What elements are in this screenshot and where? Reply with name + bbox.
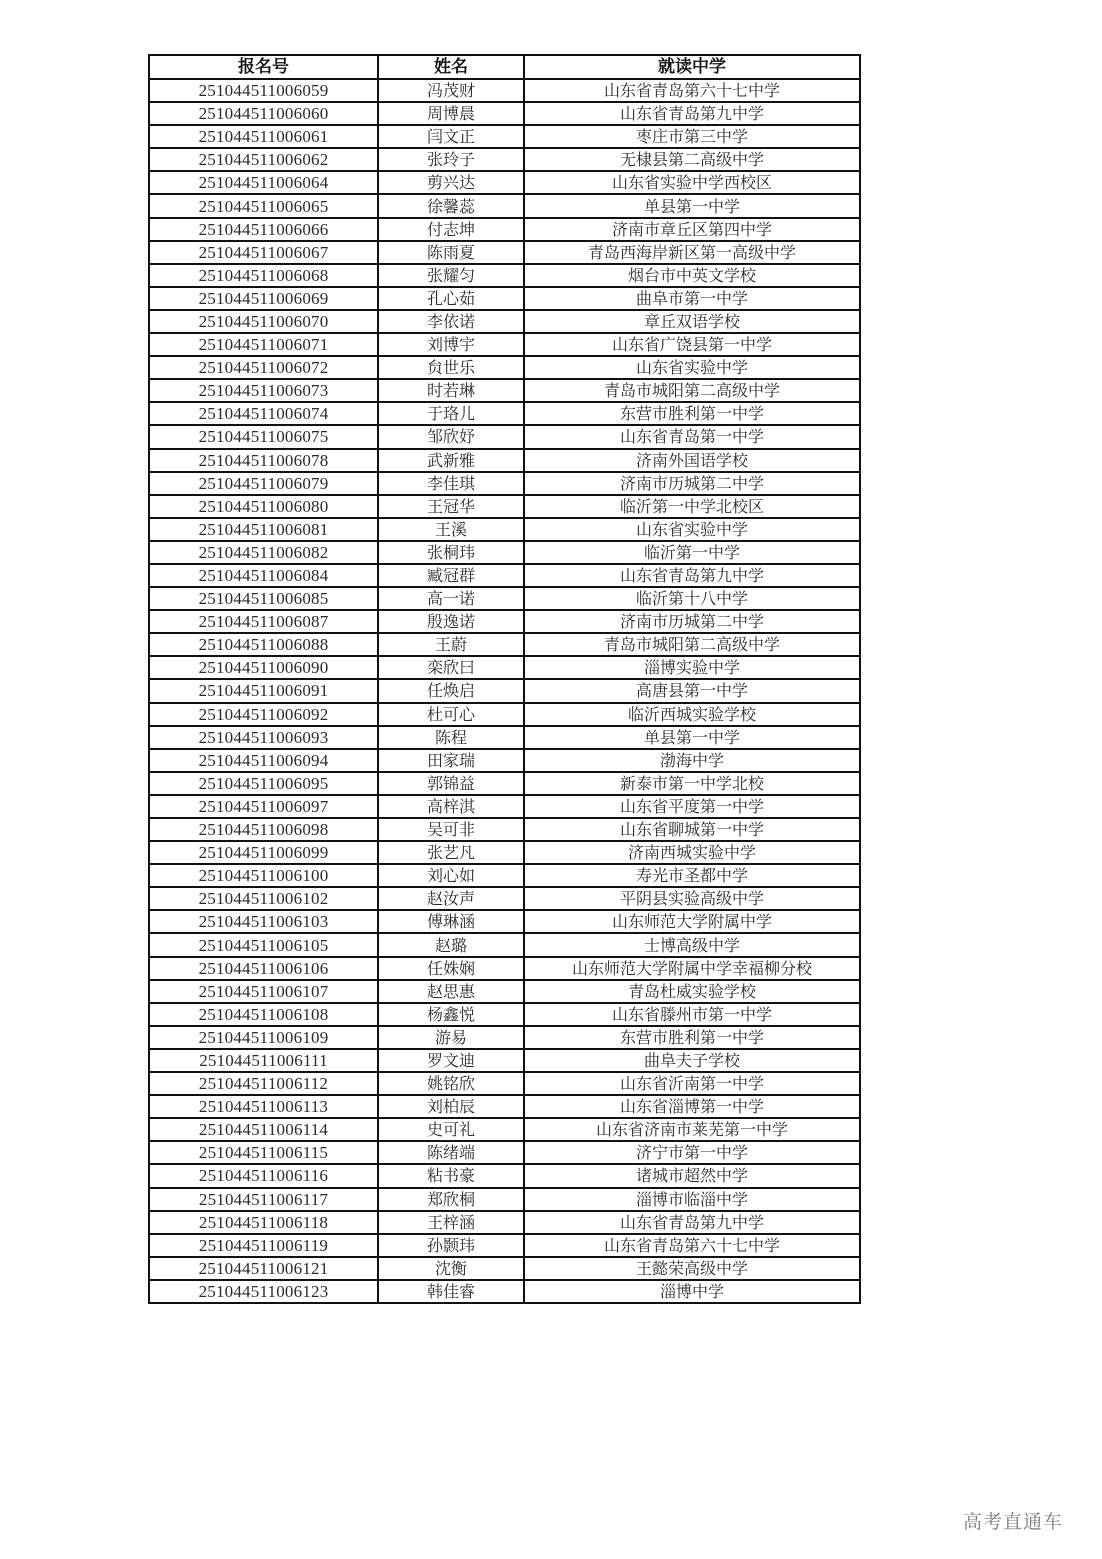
registration-id-cell: 251044511006099 xyxy=(149,841,378,864)
registration-id-cell: 251044511006106 xyxy=(149,957,378,980)
school-cell: 诸城市超然中学 xyxy=(524,1164,860,1187)
school-cell: 济南西城实验中学 xyxy=(524,841,860,864)
school-cell: 临沂西城实验学校 xyxy=(524,703,860,726)
table-row xyxy=(149,218,860,241)
registration-id-cell: 251044511006081 xyxy=(149,518,378,541)
school-cell: 烟台市中英文学校 xyxy=(524,264,860,287)
student-name-cell: 刘博宇 xyxy=(378,333,524,356)
registration-id-cell: 251044511006078 xyxy=(149,449,378,472)
student-name-cell: 孔心茹 xyxy=(378,287,524,310)
registration-id-cell: 251044511006112 xyxy=(149,1072,378,1095)
table-row xyxy=(149,980,860,1003)
school-cell: 曲阜市第一中学 xyxy=(524,287,860,310)
registration-id-cell: 251044511006121 xyxy=(149,1257,378,1280)
student-name-cell: 闫文正 xyxy=(378,125,524,148)
student-name-cell: 刘心如 xyxy=(378,864,524,887)
student-name-cell: 王溪 xyxy=(378,518,524,541)
school-cell: 渤海中学 xyxy=(524,749,860,772)
table-row xyxy=(149,379,860,402)
table-row xyxy=(149,425,860,448)
student-name-cell: 傅琳涵 xyxy=(378,910,524,933)
school-cell: 平阴县实验高级中学 xyxy=(524,887,860,910)
student-name-cell: 刘柏辰 xyxy=(378,1095,524,1118)
school-cell: 山东省济南市莱芜第一中学 xyxy=(524,1118,860,1141)
school-cell: 士博高级中学 xyxy=(524,933,860,956)
student-name-cell: 王冠华 xyxy=(378,495,524,518)
school-cell: 山东省聊城第一中学 xyxy=(524,818,860,841)
registration-id-cell: 251044511006074 xyxy=(149,402,378,425)
school-cell: 济南市历城第二中学 xyxy=(524,610,860,633)
registration-id-cell: 251044511006085 xyxy=(149,587,378,610)
student-name-cell: 李佳琪 xyxy=(378,472,524,495)
registration-id-cell: 251044511006071 xyxy=(149,333,378,356)
student-name-cell: 张桐玮 xyxy=(378,541,524,564)
school-cell: 山东省平度第一中学 xyxy=(524,795,860,818)
table-row xyxy=(149,264,860,287)
table-row xyxy=(149,449,860,472)
table-row xyxy=(149,957,860,980)
table-row xyxy=(149,910,860,933)
student-name-cell: 任焕启 xyxy=(378,679,524,702)
student-name-cell: 游易 xyxy=(378,1026,524,1049)
registration-id-cell: 251044511006073 xyxy=(149,379,378,402)
school-cell: 山东省青岛第九中学 xyxy=(524,102,860,125)
school-cell: 曲阜夫子学校 xyxy=(524,1049,860,1072)
student-name-cell: 徐馨蕊 xyxy=(378,194,524,217)
school-cell: 山东省青岛第九中学 xyxy=(524,564,860,587)
registration-id-cell: 251044511006111 xyxy=(149,1049,378,1072)
student-name-cell: 赵汝声 xyxy=(378,887,524,910)
roster-body xyxy=(149,79,860,1303)
school-cell: 山东省青岛第六十七中学 xyxy=(524,79,860,102)
registration-id-cell: 251044511006100 xyxy=(149,864,378,887)
school-cell: 青岛杜威实验学校 xyxy=(524,980,860,1003)
table-row xyxy=(149,310,860,333)
school-cell: 临沂第十八中学 xyxy=(524,587,860,610)
student-name-cell: 赵璐 xyxy=(378,933,524,956)
table-row xyxy=(149,79,860,102)
table-row xyxy=(149,587,860,610)
student-name-cell: 于珞儿 xyxy=(378,402,524,425)
student-name-cell: 贠世乐 xyxy=(378,356,524,379)
column-header-name: 姓名 xyxy=(378,55,524,79)
student-name-cell: 陈雨夏 xyxy=(378,241,524,264)
table-row xyxy=(149,633,860,656)
school-cell: 济南外国语学校 xyxy=(524,449,860,472)
table-row xyxy=(149,564,860,587)
student-name-cell: 赵思惠 xyxy=(378,980,524,1003)
student-name-cell: 邹欣妤 xyxy=(378,425,524,448)
registration-id-cell: 251044511006070 xyxy=(149,310,378,333)
registration-id-cell: 251044511006090 xyxy=(149,656,378,679)
school-cell: 山东省实验中学西校区 xyxy=(524,171,860,194)
roster-sheet xyxy=(148,54,859,1304)
table-row xyxy=(149,1049,860,1072)
student-name-cell: 冯茂财 xyxy=(378,79,524,102)
school-cell: 寿光市圣都中学 xyxy=(524,864,860,887)
school-cell: 山东师范大学附属中学 xyxy=(524,910,860,933)
registration-id-cell: 251044511006075 xyxy=(149,425,378,448)
table-row xyxy=(149,194,860,217)
student-name-cell: 郭锦益 xyxy=(378,772,524,795)
student-name-cell: 田家瑞 xyxy=(378,749,524,772)
registration-id-cell: 251044511006084 xyxy=(149,564,378,587)
table-row xyxy=(149,933,860,956)
table-row xyxy=(149,887,860,910)
registration-id-cell: 251044511006082 xyxy=(149,541,378,564)
registration-id-cell: 251044511006066 xyxy=(149,218,378,241)
registration-id-cell: 251044511006103 xyxy=(149,910,378,933)
table-row xyxy=(149,1280,860,1303)
registration-id-cell: 251044511006095 xyxy=(149,772,378,795)
registration-id-cell: 251044511006093 xyxy=(149,726,378,749)
registration-id-cell: 251044511006123 xyxy=(149,1280,378,1303)
student-name-cell: 杨鑫悦 xyxy=(378,1003,524,1026)
student-name-cell: 任姝娴 xyxy=(378,957,524,980)
table-row xyxy=(149,356,860,379)
table-row xyxy=(149,772,860,795)
school-cell: 枣庄市第三中学 xyxy=(524,125,860,148)
student-name-cell: 周博晨 xyxy=(378,102,524,125)
registration-id-cell: 251044511006087 xyxy=(149,610,378,633)
student-name-cell: 韩佳睿 xyxy=(378,1280,524,1303)
student-roster-table xyxy=(148,54,861,1304)
school-cell: 淄博中学 xyxy=(524,1280,860,1303)
registration-id-cell: 251044511006117 xyxy=(149,1188,378,1211)
school-cell: 单县第一中学 xyxy=(524,726,860,749)
school-cell: 东营市胜利第一中学 xyxy=(524,1026,860,1049)
school-cell: 临沂第一中学 xyxy=(524,541,860,564)
registration-id-cell: 251044511006118 xyxy=(149,1211,378,1234)
registration-id-cell: 251044511006062 xyxy=(149,148,378,171)
student-name-cell: 陈绪端 xyxy=(378,1141,524,1164)
school-cell: 济宁市第一中学 xyxy=(524,1141,860,1164)
registration-id-cell: 251044511006114 xyxy=(149,1118,378,1141)
student-name-cell: 史可礼 xyxy=(378,1118,524,1141)
registration-id-cell: 251044511006116 xyxy=(149,1164,378,1187)
table-row xyxy=(149,841,860,864)
registration-id-cell: 251044511006060 xyxy=(149,102,378,125)
table-row xyxy=(149,1026,860,1049)
student-name-cell: 王梓涵 xyxy=(378,1211,524,1234)
table-row xyxy=(149,102,860,125)
registration-id-cell: 251044511006094 xyxy=(149,749,378,772)
table-row xyxy=(149,518,860,541)
table-row xyxy=(149,287,860,310)
registration-id-cell: 251044511006059 xyxy=(149,79,378,102)
column-header-school: 就读中学 xyxy=(524,55,860,79)
table-row xyxy=(149,495,860,518)
table-row xyxy=(149,1072,860,1095)
student-name-cell: 陈程 xyxy=(378,726,524,749)
student-name-cell: 姚铭欣 xyxy=(378,1072,524,1095)
student-name-cell: 栾欣曰 xyxy=(378,656,524,679)
school-cell: 山东省青岛第六十七中学 xyxy=(524,1234,860,1257)
registration-id-cell: 251044511006105 xyxy=(149,933,378,956)
school-cell: 单县第一中学 xyxy=(524,194,860,217)
table-row xyxy=(149,1003,860,1026)
student-name-cell: 张玲子 xyxy=(378,148,524,171)
student-name-cell: 王蔚 xyxy=(378,633,524,656)
student-name-cell: 吴可非 xyxy=(378,818,524,841)
school-cell: 山东省实验中学 xyxy=(524,356,860,379)
school-cell: 济南市章丘区第四中学 xyxy=(524,218,860,241)
table-row xyxy=(149,125,860,148)
registration-id-cell: 251044511006069 xyxy=(149,287,378,310)
table-row xyxy=(149,1141,860,1164)
table-row xyxy=(149,148,860,171)
table-row xyxy=(149,1118,860,1141)
registration-id-cell: 251044511006115 xyxy=(149,1141,378,1164)
registration-id-cell: 251044511006102 xyxy=(149,887,378,910)
table-row xyxy=(149,1257,860,1280)
table-row xyxy=(149,1211,860,1234)
registration-id-cell: 251044511006107 xyxy=(149,980,378,1003)
registration-id-cell: 251044511006097 xyxy=(149,795,378,818)
table-row xyxy=(149,241,860,264)
table-row xyxy=(149,1095,860,1118)
student-name-cell: 时若琳 xyxy=(378,379,524,402)
school-cell: 高唐县第一中学 xyxy=(524,679,860,702)
table-row xyxy=(149,171,860,194)
school-cell: 山东省广饶县第一中学 xyxy=(524,333,860,356)
student-name-cell: 高一诺 xyxy=(378,587,524,610)
student-name-cell: 张艺凡 xyxy=(378,841,524,864)
registration-id-cell: 251044511006119 xyxy=(149,1234,378,1257)
school-cell: 章丘双语学校 xyxy=(524,310,860,333)
registration-id-cell: 251044511006072 xyxy=(149,356,378,379)
student-name-cell: 粘书豪 xyxy=(378,1164,524,1187)
school-cell: 王懿荣高级中学 xyxy=(524,1257,860,1280)
table-row xyxy=(149,1234,860,1257)
student-name-cell: 李依诺 xyxy=(378,310,524,333)
student-name-cell: 孙颢玮 xyxy=(378,1234,524,1257)
watermark-label: 高考直通车 xyxy=(963,1511,1064,1533)
student-name-cell: 杜可心 xyxy=(378,703,524,726)
student-name-cell: 臧冠群 xyxy=(378,564,524,587)
school-cell: 山东省沂南第一中学 xyxy=(524,1072,860,1095)
school-cell: 青岛市城阳第二高级中学 xyxy=(524,379,860,402)
student-name-cell: 沈衡 xyxy=(378,1257,524,1280)
table-row xyxy=(149,402,860,425)
school-cell: 青岛西海岸新区第一高级中学 xyxy=(524,241,860,264)
registration-id-cell: 251044511006088 xyxy=(149,633,378,656)
student-name-cell: 付志坤 xyxy=(378,218,524,241)
student-name-cell: 殷逸诺 xyxy=(378,610,524,633)
table-row xyxy=(149,472,860,495)
table-row xyxy=(149,656,860,679)
registration-id-cell: 251044511006080 xyxy=(149,495,378,518)
school-cell: 东营市胜利第一中学 xyxy=(524,402,860,425)
school-cell: 济南市历城第二中学 xyxy=(524,472,860,495)
column-header-registration-id: 报名号 xyxy=(149,55,378,79)
student-name-cell: 罗文迪 xyxy=(378,1049,524,1072)
table-row xyxy=(149,1188,860,1211)
school-cell: 无棣县第二高级中学 xyxy=(524,148,860,171)
school-cell: 淄博实验中学 xyxy=(524,656,860,679)
school-cell: 山东省实验中学 xyxy=(524,518,860,541)
school-cell: 山东省青岛第一中学 xyxy=(524,425,860,448)
registration-id-cell: 251044511006098 xyxy=(149,818,378,841)
table-row xyxy=(149,795,860,818)
school-cell: 新泰市第一中学北校 xyxy=(524,772,860,795)
registration-id-cell: 251044511006068 xyxy=(149,264,378,287)
table-row xyxy=(149,610,860,633)
registration-id-cell: 251044511006065 xyxy=(149,194,378,217)
registration-id-cell: 251044511006092 xyxy=(149,703,378,726)
student-name-cell: 张耀匀 xyxy=(378,264,524,287)
school-cell: 山东师范大学附属中学幸福柳分校 xyxy=(524,957,860,980)
table-row xyxy=(149,1164,860,1187)
table-row xyxy=(149,864,860,887)
registration-id-cell: 251044511006067 xyxy=(149,241,378,264)
table-row xyxy=(149,333,860,356)
table-row xyxy=(149,703,860,726)
header-row xyxy=(149,55,860,79)
school-cell: 青岛市城阳第二高级中学 xyxy=(524,633,860,656)
registration-id-cell: 251044511006091 xyxy=(149,679,378,702)
school-cell: 山东省淄博第一中学 xyxy=(524,1095,860,1118)
table-row xyxy=(149,541,860,564)
table-row xyxy=(149,749,860,772)
student-name-cell: 武新雅 xyxy=(378,449,524,472)
student-name-cell: 剪兴达 xyxy=(378,171,524,194)
registration-id-cell: 251044511006109 xyxy=(149,1026,378,1049)
school-cell: 淄博市临淄中学 xyxy=(524,1188,860,1211)
table-row xyxy=(149,679,860,702)
student-name-cell: 高梓淇 xyxy=(378,795,524,818)
table-row xyxy=(149,818,860,841)
registration-id-cell: 251044511006079 xyxy=(149,472,378,495)
school-cell: 山东省青岛第九中学 xyxy=(524,1211,860,1234)
school-cell: 山东省滕州市第一中学 xyxy=(524,1003,860,1026)
registration-id-cell: 251044511006061 xyxy=(149,125,378,148)
registration-id-cell: 251044511006108 xyxy=(149,1003,378,1026)
student-name-cell: 郑欣桐 xyxy=(378,1188,524,1211)
registration-id-cell: 251044511006113 xyxy=(149,1095,378,1118)
school-cell: 临沂第一中学北校区 xyxy=(524,495,860,518)
table-row xyxy=(149,726,860,749)
registration-id-cell: 251044511006064 xyxy=(149,171,378,194)
